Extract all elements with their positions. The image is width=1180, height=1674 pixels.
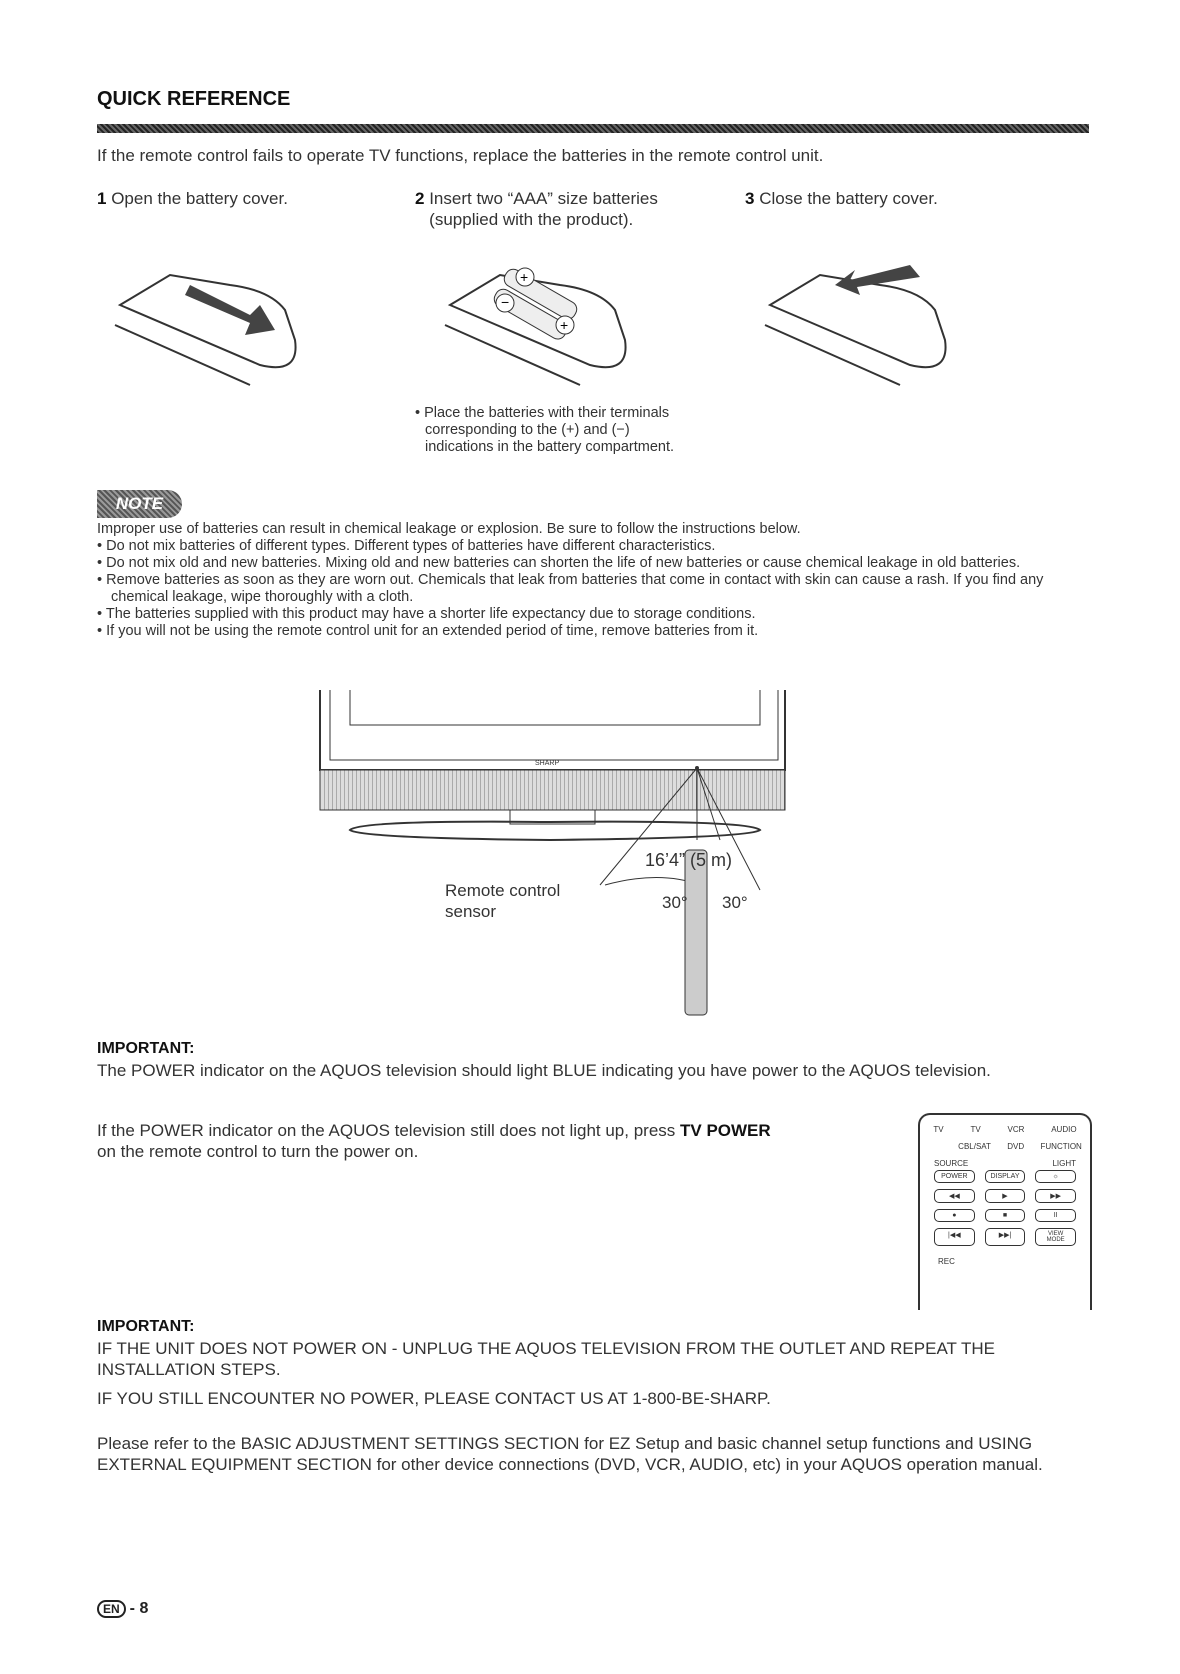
rec-button: ● xyxy=(934,1209,975,1222)
ff-button: ▶▶ xyxy=(1035,1189,1076,1203)
note-item: • Do not mix old and new batteries. Mixing old and new batteries can shorten the life of new batteries or cause chemical leakage in old batteries. xyxy=(97,555,1021,571)
distance-label: 16’4” (5 m) xyxy=(645,850,733,870)
note-list: Improper use of batteries can result in chemical leakage or explosion. Be sure to follow the instructions below. • Do not mix batteries of different types. Different types of batteries have different characteristics. • Do not mix old and new batteries. Mixing old and new batteries can shorten the life of new batteries or cause chemical leakage in old batteries. • Remove batteries as soon as they are worn out. Chemicals that leak from batteries that come in contact with skin can cause a rash. If you find any chemical leakage, wipe thoroughly with a cloth. • The batteries supplied with this product may have a shorter life expectancy due to storage conditions. • If you will not be using the remote control unit for an extended period of time, remove batteries from it. xyxy=(97,521,1087,640)
tv-power-instruction: If the POWER indicator on the AQUOS television still does not light up, press TV POWER on the remote control to turn the power on. xyxy=(97,1121,771,1161)
angle-left: 30° xyxy=(662,893,688,912)
svg-text:+: + xyxy=(560,317,569,333)
note-item: • Remove batteries as soon as they are worn out. Chemicals that leak from batteries that come in contact with skin can cause a rash. If you find any chemical leakage, wipe thoroughly with a cloth. xyxy=(97,572,1044,605)
light-button: ☼ xyxy=(1035,1170,1076,1183)
important-heading: IMPORTANT: xyxy=(97,1040,195,1057)
angle-right: 30° xyxy=(722,893,748,912)
svg-text:−: − xyxy=(501,294,510,310)
page-title: QUICK REFERENCE xyxy=(97,88,291,110)
skip-forward-button: ▶▶| xyxy=(985,1228,1026,1246)
step-2: 2 Insert two “AAA” size batteries (supplied with the product). xyxy=(415,189,658,229)
display-button: DISPLAY xyxy=(985,1170,1026,1183)
page-number: - 8 xyxy=(129,1600,149,1617)
page-footer xyxy=(97,1600,148,1618)
power-button: POWER xyxy=(934,1170,975,1183)
note-item: • Do not mix batteries of different types. Different types of batteries have different characteristics. xyxy=(97,538,716,554)
stop-button: ■ xyxy=(985,1209,1026,1222)
contact-text: IF YOU STILL ENCOUNTER NO POWER, PLEASE CONTACT US AT 1-800-BE-SHARP. xyxy=(97,1389,771,1408)
intro-text: If the remote control fails to operate TV functions, replace the batteries in the remote control unit. xyxy=(97,146,824,165)
language-badge: EN xyxy=(97,1600,126,1618)
battery-tip: • Place the batteries with their terminals corresponding to the (+) and (−) indications in the battery compartment. xyxy=(415,405,675,455)
important-heading-2: IMPORTANT: xyxy=(97,1318,195,1335)
pause-button: II xyxy=(1035,1209,1076,1222)
skip-back-button: |◀◀ xyxy=(934,1228,975,1246)
note-badge: NOTE xyxy=(97,490,182,518)
open-cover-illustration xyxy=(110,245,310,395)
view-mode-button: VIEW MODE xyxy=(1035,1228,1076,1246)
sensor-label: Remote control sensor xyxy=(445,881,561,921)
svg-text:+: + xyxy=(520,269,529,285)
note-item: • The batteries supplied with this product may have a shorter life expectancy due to storage conditions. xyxy=(97,606,756,622)
refer-text: Please refer to the BASIC ADJUSTMENT SETTINGS SECTION for EZ Setup and basic channel setup functions and USING EXTERNAL EQUIPMENT SECTION for other device connections (DVD, VCR, AUDIO, etc) in your AQUOS operation manual. xyxy=(97,1434,1043,1474)
step-1: 1 Open the battery cover. xyxy=(97,189,288,208)
close-cover-illustration xyxy=(760,245,960,395)
title-rule xyxy=(97,124,1089,133)
note-item: • If you will not be using the remote control unit for an extended period of time, remove batteries from it. xyxy=(97,623,759,639)
important-text: The POWER indicator on the AQUOS television should light BLUE indicating you have power to the AQUOS television. xyxy=(97,1061,991,1080)
remote-illustration: TV TV VCR AUDIO CBL/SAT DVD FUNCTION SOURCE LIGHT POWER DISPLAY ☼ ◀◀ ▶ ▶▶ ● ■ II |◀◀ ▶▶| VIEW MODE REC xyxy=(918,1113,1092,1310)
important-text-2: IF THE UNIT DOES NOT POWER ON - UNPLUG THE AQUOS TELEVISION FROM THE OUTLET AND REPEAT THE INSTALLATION STEPS. xyxy=(97,1339,996,1379)
tv-brand: SHARP xyxy=(535,760,560,767)
step-3: 3 Close the battery cover. xyxy=(745,189,938,208)
play-button: ▶ xyxy=(985,1189,1026,1203)
insert-batteries-illustration xyxy=(440,245,640,395)
rewind-button: ◀◀ xyxy=(934,1189,975,1203)
